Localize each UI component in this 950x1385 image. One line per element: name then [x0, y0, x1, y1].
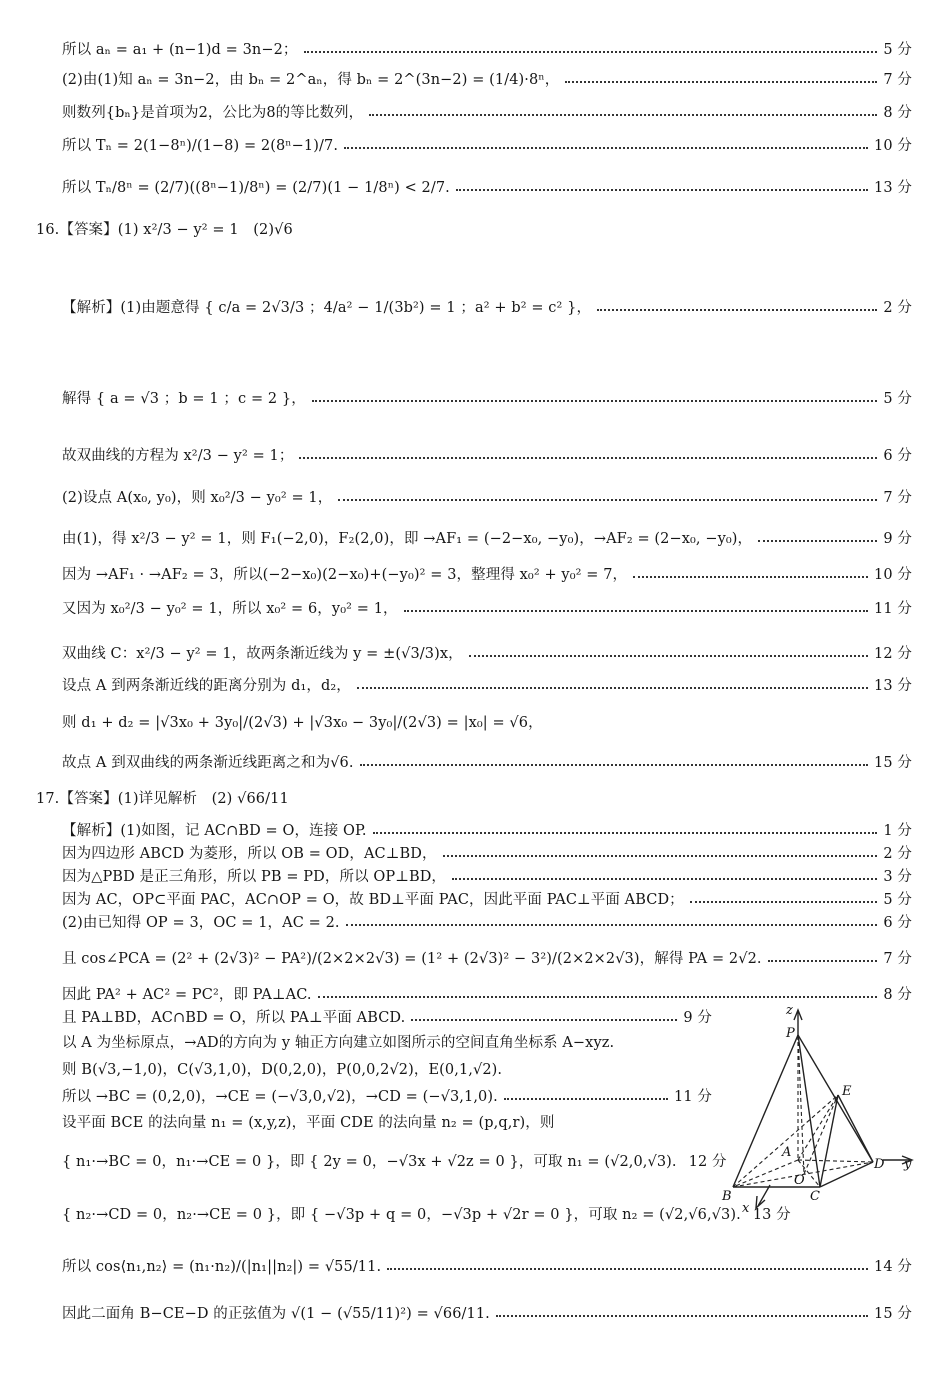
- score: 2 分: [883, 846, 912, 862]
- line-text: 故点 A 到双曲线的两条渐近线距离之和为√6.: [62, 755, 354, 771]
- score: 10 分: [874, 567, 912, 583]
- label-E: E: [842, 1084, 852, 1099]
- solution-line: [62, 1255, 912, 1276]
- line-text: 所以 cos⟨n₁,n₂⟩ = (n₁·n₂)/(|n₁||n₂|) = √55/11.: [62, 1259, 382, 1275]
- score: 10 分: [874, 138, 912, 154]
- dot-leader: [338, 499, 877, 501]
- solution-line: [62, 674, 912, 695]
- solution-line: [62, 888, 912, 909]
- line-text: 设平面 BCE 的法向量 n₁ = (x,y,z)，平面 CDE 的法向量 n₂ = (p,q,r)，则: [62, 1115, 555, 1131]
- score: 12 分: [688, 1154, 727, 1170]
- line-text: 17.【答案】(1)详见解析 (2) √66/11: [36, 791, 289, 807]
- score: 13 分: [874, 180, 912, 196]
- dot-leader: [404, 610, 868, 612]
- line-text: 【解析】(1)由题意得 { c/a = 2√3/3 ；4/a² − 1/(3b²) = 1 ；a² + b² = c² }，: [62, 300, 592, 316]
- line-text: 且 PA⊥BD，AC∩BD = O，所以 PA⊥平面 ABCD.: [62, 1010, 406, 1026]
- solution-line: [62, 947, 912, 968]
- line-text: 则数列{bₙ}是首项为2，公比为8的等比数列，: [62, 105, 364, 121]
- label-P: P: [786, 1026, 795, 1041]
- dot-leader: [633, 576, 868, 578]
- solution-line: [62, 1203, 791, 1224]
- line-text: 由(1)，得 x²/3 − y² = 1，则 F₁(−2,0)，F₂(2,0)，即 →AF₁ = (−2−x₀, −y₀)，→AF₂ = (2−x₀, −y₀)，: [62, 531, 753, 547]
- dot-leader: [469, 655, 868, 657]
- line-text: 16.【答案】(1) x²/3 − y² = 1 (2)√6: [36, 222, 293, 238]
- solution-line: [62, 865, 912, 886]
- line-text: 因为四边形 ABCD 为菱形，所以 OB = OD，AC⊥BD，: [62, 846, 437, 862]
- dot-leader: [357, 687, 868, 689]
- line-text: 因为 AC，OP⊂平面 PAC，AC∩OP = O，故 BD⊥平面 PAC，因此平面 PAC⊥平面 ABCD；: [62, 892, 684, 908]
- pyramid-diagram: [718, 1000, 918, 1215]
- dot-leader: [411, 1019, 677, 1021]
- solution-line: [62, 387, 912, 408]
- score: 11 分: [874, 601, 912, 617]
- line-text: 则 d₁ + d₂ = |√3x₀ + 3y₀|/(2√3) + |√3x₀ − 3y₀|/(2√3) = |x₀| = √6，: [62, 715, 543, 731]
- score: 9 分: [883, 531, 912, 547]
- solution-line: [62, 1058, 712, 1079]
- solution-line: [62, 1150, 727, 1171]
- dot-leader: [690, 901, 878, 903]
- line-text: 【解析】(1)如图，记 AC∩BD = O，连接 OP.: [62, 823, 367, 839]
- line-text: (2)由(1)知 aₙ = 3n−2，由 bₙ = 2^aₙ，得 bₙ = 2^(3n−2) = (1/4)·8ⁿ，: [62, 72, 560, 88]
- line-text: 且 cos∠PCA = (2² + (2√3)² − PA²)/(2×2×2√3) = (1² + (2√3)² − 3²)/(2×2×2√3)，解得 PA = 2√2.: [62, 951, 762, 967]
- line-text: 因为 →AF₁ · →AF₂ = 3，所以(−2−x₀)(2−x₀)+(−y₀)² = 3，整理得 x₀² + y₀² = 7，: [62, 567, 628, 583]
- score: 5 分: [883, 42, 912, 58]
- line-text: { n₂·→CD = 0，n₂·→CE = 0 }，即 { −√3p + q = 0，−√3p + √2r = 0 }，可取 n₂ = (√2,√6,√3).: [62, 1207, 741, 1223]
- line-text: { n₁·→BC = 0，n₁·→CE = 0 }，即 { 2y = 0，−√3x + √2z = 0 }，可取 n₁ = (√2,0,√3).: [62, 1154, 677, 1170]
- solution-line: [62, 597, 912, 618]
- dot-leader: [344, 147, 868, 149]
- dot-leader: [360, 764, 868, 766]
- score: 5 分: [883, 391, 912, 407]
- line-text: 解得 { a = √3 ；b = 1 ；c = 2 }，: [62, 391, 306, 407]
- label-z: z: [786, 1003, 793, 1018]
- solution-line: [62, 842, 912, 863]
- score: 7 分: [883, 490, 912, 506]
- line-text: (2)由已知得 OP = 3，OC = 1，AC = 2.: [62, 915, 340, 931]
- dot-leader: [318, 996, 878, 998]
- dot-leader: [304, 51, 878, 53]
- dot-leader: [758, 540, 877, 542]
- score: 6 分: [883, 915, 912, 931]
- solution-line: [62, 176, 912, 197]
- line-text: 因为△PBD 是正三角形，所以 PB = PD，所以 OP⊥BD，: [62, 869, 447, 885]
- solution-line: [62, 711, 912, 732]
- score: 8 分: [883, 105, 912, 121]
- solution-line: [62, 1031, 712, 1052]
- label-x: x: [742, 1201, 750, 1215]
- score: 3 分: [883, 869, 912, 885]
- solution-line: [62, 134, 912, 155]
- edge-CD: [820, 1162, 873, 1187]
- dot-leader: [312, 400, 877, 402]
- score: 1 分: [883, 823, 912, 839]
- label-y: y: [904, 1157, 912, 1172]
- dot-leader: [504, 1098, 668, 1100]
- edge-ED: [838, 1095, 873, 1162]
- solution-line: [62, 751, 912, 772]
- dot-leader: [452, 878, 877, 880]
- solution-line: [62, 1111, 712, 1132]
- line-text: 所以 →BC = (0,2,0)，→CE = (−√3,0,√2)，→CD = (−√3,1,0).: [62, 1089, 498, 1105]
- line-text: 所以 Tₙ/8ⁿ = (2/7)((8ⁿ−1)/8ⁿ) = (2/7)(1 − 1/8ⁿ) < 2/7.: [62, 180, 450, 196]
- answer-heading: [36, 787, 912, 808]
- score: 9 分: [683, 1010, 712, 1026]
- label-D: D: [874, 1157, 885, 1172]
- solution-line: [62, 911, 912, 932]
- solution-line: [62, 296, 912, 317]
- score: 2 分: [883, 300, 912, 316]
- score: 5 分: [883, 892, 912, 908]
- score: 14 分: [874, 1259, 912, 1275]
- line-text: 故双曲线的方程为 x²/3 − y² = 1；: [62, 448, 294, 464]
- line-text: 又因为 x₀²/3 − y₀² = 1，所以 x₀² = 6，y₀² = 1，: [62, 601, 398, 617]
- dot-leader: [768, 960, 878, 962]
- solution-line: [62, 1302, 912, 1323]
- x-axis: [758, 1185, 770, 1206]
- line-text: 因此二面角 B−CE−D 的正弦值为 √(1 − (√55/11)²) = √66/11.: [62, 1306, 490, 1322]
- dot-leader: [496, 1315, 868, 1317]
- score: 13 分: [874, 678, 912, 694]
- line-text: 因此 PA² + AC² = PC²，即 PA⊥AC.: [62, 987, 312, 1003]
- solution-line: [62, 819, 912, 840]
- dot-leader: [387, 1268, 868, 1270]
- dot-leader: [443, 855, 878, 857]
- score: 15 分: [874, 1306, 912, 1322]
- line-text: 双曲线 C：x²/3 − y² = 1，故两条渐近线为 y = ±(√3/3)x，: [62, 646, 463, 662]
- edge-PC: [798, 1035, 820, 1187]
- score: 7 分: [883, 951, 912, 967]
- score: 15 分: [874, 755, 912, 771]
- line-text: 所以 aₙ = a₁ + (n−1)d = 3n−2；: [62, 42, 298, 58]
- dot-leader: [565, 81, 877, 83]
- solution-line: [62, 1006, 712, 1027]
- solution-line: [62, 527, 912, 548]
- score: 7 分: [883, 72, 912, 88]
- dot-leader: [456, 189, 868, 191]
- solution-line: [62, 563, 912, 584]
- solution-line: [62, 1085, 712, 1106]
- label-C: C: [810, 1189, 820, 1204]
- label-A: A: [782, 1145, 792, 1160]
- solution-line: [62, 486, 912, 507]
- dot-leader: [373, 832, 878, 834]
- solution-line: [62, 101, 912, 122]
- solution-line: [62, 38, 912, 59]
- line-text: (2)设点 A(x₀, y₀)，则 x₀²/3 − y₀² = 1，: [62, 490, 333, 506]
- score: 12 分: [874, 646, 912, 662]
- solution-line: [62, 68, 912, 89]
- label-O: O: [794, 1173, 805, 1188]
- line-text: 则 B(√3,−1,0)，C(√3,1,0)，D(0,2,0)，P(0,0,2√2)，E(0,1,√2).: [62, 1062, 503, 1078]
- dot-leader: [299, 457, 877, 459]
- line-text: 所以 Tₙ = 2(1−8ⁿ)/(1−8) = 2(8ⁿ−1)/7.: [62, 138, 339, 154]
- score: 8 分: [883, 987, 912, 1003]
- dot-leader: [597, 309, 877, 311]
- dot-leader: [346, 924, 878, 926]
- line-text: 设点 A 到两条渐近线的距离分别为 d₁，d₂，: [62, 678, 351, 694]
- solution-line: [62, 642, 912, 663]
- dot-leader: [369, 114, 877, 116]
- score: 13 分: [752, 1207, 791, 1223]
- line-text: 以 A 为坐标原点，→AD的方向为 y 轴正方向建立如图所示的空间直角坐标系 A−xyz.: [62, 1035, 615, 1051]
- solution-line: [62, 444, 912, 465]
- answer-heading: [36, 218, 912, 239]
- score: 11 分: [674, 1089, 712, 1105]
- score: 6 分: [883, 448, 912, 464]
- label-B: B: [722, 1189, 732, 1204]
